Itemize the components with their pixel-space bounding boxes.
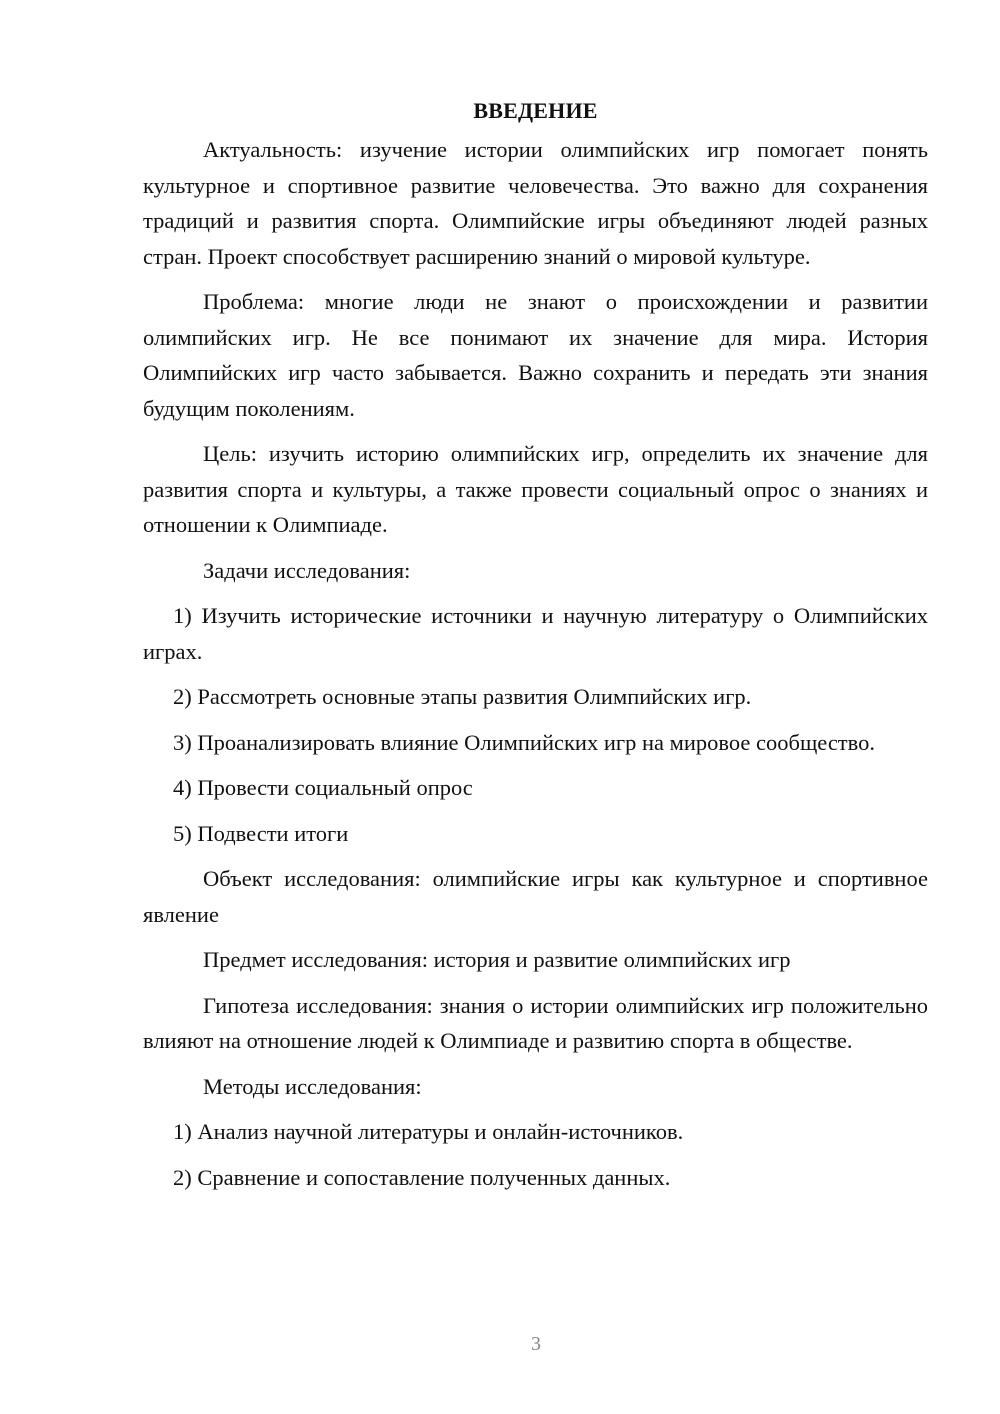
section-heading: ВВЕДЕНИЕ xyxy=(473,98,598,123)
page-content xyxy=(143,94,928,1205)
task-item: 1) Изучить исторические источники и научную литературу о Олимпийских играх. xyxy=(143,603,928,664)
paragraph-problem: Проблема: многие люди не знают о происхождении и развитии олимпийских игр. Не все понимают их значение для мира. История Олимпийских игр часто забывается. Важно сохранить и передать эти знания будущим поколениям. xyxy=(143,289,928,421)
task-item: 4) Провести социальный опрос xyxy=(173,775,473,800)
paragraph-object: Объект исследования: олимпийские игры как культурное и спортивное явление xyxy=(143,866,928,927)
paragraph-hypothesis: Гипотеза исследования: знания о истории олимпийских игр положительно влияют на отношение людей к Олимпиаде и развитию спорта в обществе. xyxy=(143,992,928,1053)
paragraph-subject: Предмет исследования: история и развитие олимпийских игр xyxy=(203,947,791,972)
page-number: 3 xyxy=(531,1333,541,1355)
task-item: 3) Проанализировать влияние Олимпийских игр на мировое сообщество. xyxy=(173,729,875,755)
task-item: 2) Рассмотреть основные этапы развития Олимпийских игр. xyxy=(173,684,752,709)
tasks-heading: Задачи исследования: xyxy=(203,557,411,583)
method-item: 1) Анализ научной литературы и онлайн-источников. xyxy=(173,1119,684,1144)
paragraph-goal: Цель: изучить историю олимпийских игр, определить их значение для развития спорта и культуры, а также провести социальный опрос о знаниях и отношении к Олимпиаде. xyxy=(143,441,928,537)
method-item: 2) Сравнение и сопоставление полученных данных. xyxy=(173,1164,671,1190)
methods-heading: Методы исследования: xyxy=(203,1073,422,1099)
task-item: 5) Подвести итоги xyxy=(173,820,349,846)
paragraph-relevance: Актуальность: изучение истории олимпийских игр помогает понять культурное и спортивное развитие человечества. Это важно для сохранения традиций и развития спорта. Олимпийские игры объединяют людей разных стран. Проект способствует расширению знаний о мировой культуре. xyxy=(143,137,928,269)
